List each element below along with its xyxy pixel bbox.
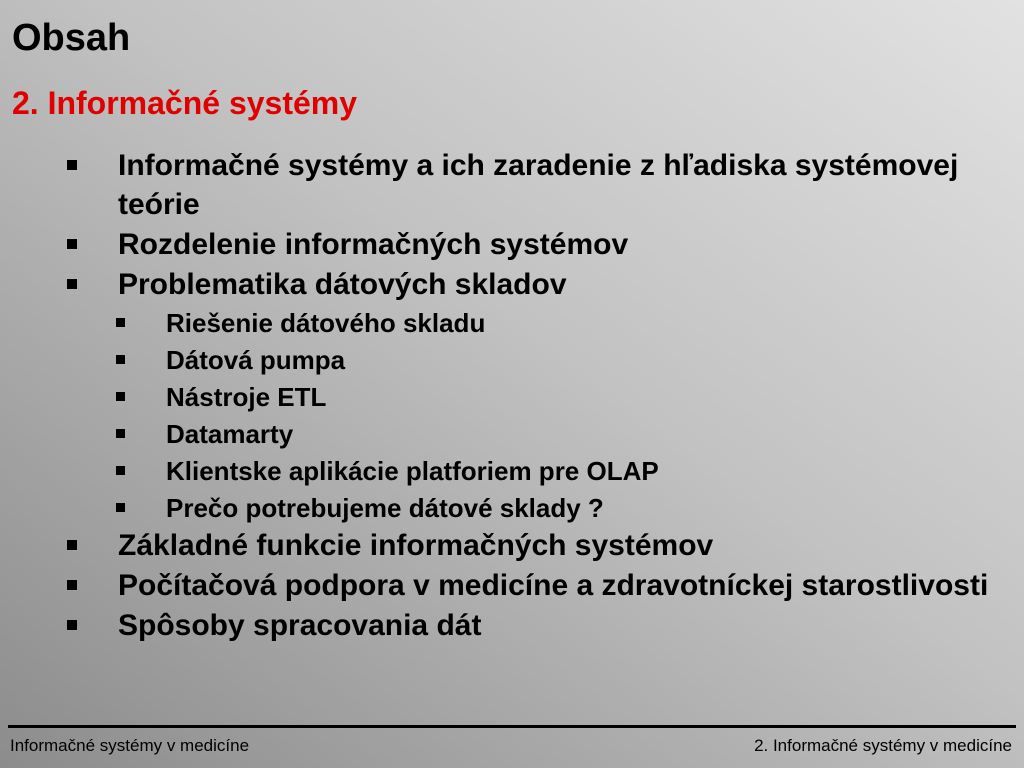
sub-list-item-text: Datamarty	[166, 419, 294, 449]
sub-list-item-text: Prečo potrebujeme dátové sklady ?	[166, 493, 604, 523]
list-item	[0, 566, 1010, 605]
square-bullet-icon	[116, 429, 125, 438]
list-item-text: Spôsoby spracovania dát	[118, 609, 482, 642]
slide-title: Obsah	[12, 17, 131, 59]
sub-list-item	[0, 453, 1010, 489]
list-item	[0, 146, 1010, 224]
list-item-text: Informačné systémy a ich zaradenie z hľadiska systémovej teórie	[118, 149, 959, 221]
square-bullet-icon	[67, 239, 77, 249]
list-item-text: Počítačová podpora v medicíne a zdravotníckej starostlivosti	[118, 569, 989, 602]
square-bullet-icon	[67, 279, 77, 289]
sub-list-item-text: Klientske aplikácie platforiem pre OLAP	[166, 456, 659, 486]
list-item-text: Základné funkcie informačných systémov	[118, 529, 714, 562]
square-bullet-icon	[116, 318, 125, 327]
sub-list-item	[0, 342, 1010, 378]
sub-list-item-text: Nástroje ETL	[166, 382, 327, 412]
footer-divider	[8, 725, 1016, 728]
footer-left-text: Informačné systémy v medicíne	[10, 736, 250, 755]
list-item	[0, 526, 1010, 565]
square-bullet-icon	[67, 540, 77, 550]
square-bullet-icon	[116, 355, 125, 364]
list-item	[0, 265, 1010, 304]
list-item-text: Problematika dátových skladov	[118, 268, 567, 301]
list-item	[0, 606, 1010, 645]
sub-list-item	[0, 305, 1010, 341]
square-bullet-icon	[67, 160, 77, 170]
square-bullet-icon	[67, 580, 77, 590]
sub-list-item	[0, 379, 1010, 415]
list-item	[0, 225, 1010, 264]
sub-list-item	[0, 416, 1010, 452]
square-bullet-icon	[116, 503, 125, 512]
sub-list-item	[0, 490, 1010, 526]
sub-list-item-text: Dátová pumpa	[166, 345, 346, 375]
bullet-list	[0, 146, 1010, 646]
footer-right-text: 2. Informačné systémy v medicíne	[754, 736, 1012, 755]
square-bullet-icon	[116, 466, 125, 475]
sub-list-item-text: Riešenie dátového skladu	[166, 308, 486, 338]
list-item-text: Rozdelenie informačných systémov	[118, 228, 629, 261]
square-bullet-icon	[116, 392, 125, 401]
slide-subtitle: 2. Informačné systémy	[12, 85, 358, 121]
square-bullet-icon	[67, 620, 77, 630]
